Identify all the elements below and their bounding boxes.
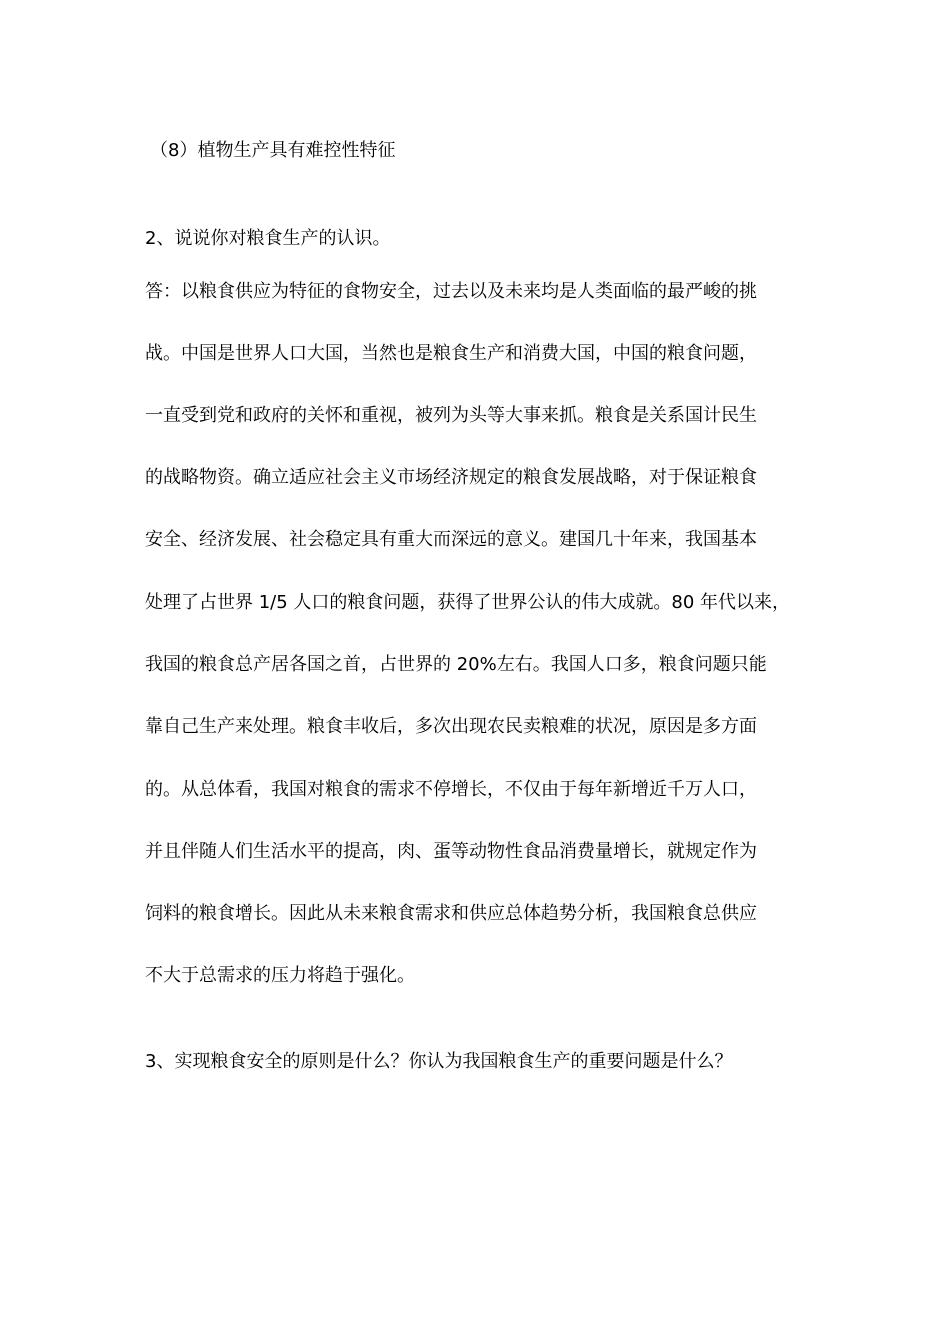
answer-line: 饲料的粮食增长。因此从未来粮食需求和供应总体趋势分析，我国粮食总供应	[145, 903, 757, 924]
answer-line: 并且伴随人们生活水平的提高，肉、蛋等动物性食品消费量增长，就规定作为	[145, 841, 757, 862]
answer-line: 的战略物资。确立适应社会主义市场经济规定的粮食发展战略，对于保证粮食	[145, 467, 757, 488]
answer-line: 战。中国是世界人口大国，当然也是粮食生产和消费大国，中国的粮食问题，	[145, 343, 757, 364]
question-3-title: 3、实现粮食安全的原则是什么？你认为我国粮食生产的重要问题是什么？	[145, 1051, 733, 1072]
question-2-title: 2、说说你对粮食生产的认识。	[145, 228, 391, 249]
answer-line: 安全、经济发展、社会稳定具有重大而深远的意义。建国几十年来，我国基本	[145, 529, 757, 550]
list-item-8: （8）植物生产具有难控性特征	[150, 140, 396, 161]
answer-line: 一直受到党和政府的关怀和重视，被列为头等大事来抓。粮食是关系国计民生	[145, 405, 757, 426]
answer-line: 处理了占世界 1/5 人口的粮食问题，获得了世界公认的伟大成就。80 年代以来，	[145, 592, 791, 613]
answer-line: 不大于总需求的压力将趋于强化。	[145, 965, 415, 986]
answer-line: 靠自己生产来处理。粮食丰收后，多次出现农民卖粮难的状况，原因是多方面	[145, 716, 757, 737]
answer-line: 的。从总体看，我国对粮食的需求不停增长，不仅由于每年新增近千万人口，	[145, 779, 757, 800]
answer-line: 我国的粮食总产居各国之首，占世界的 20%左右。我国人口多，粮食问题只能	[145, 654, 767, 675]
answer-line: 答：以粮食供应为特征的食物安全，过去以及未来均是人类面临的最严峻的挑	[145, 281, 757, 302]
